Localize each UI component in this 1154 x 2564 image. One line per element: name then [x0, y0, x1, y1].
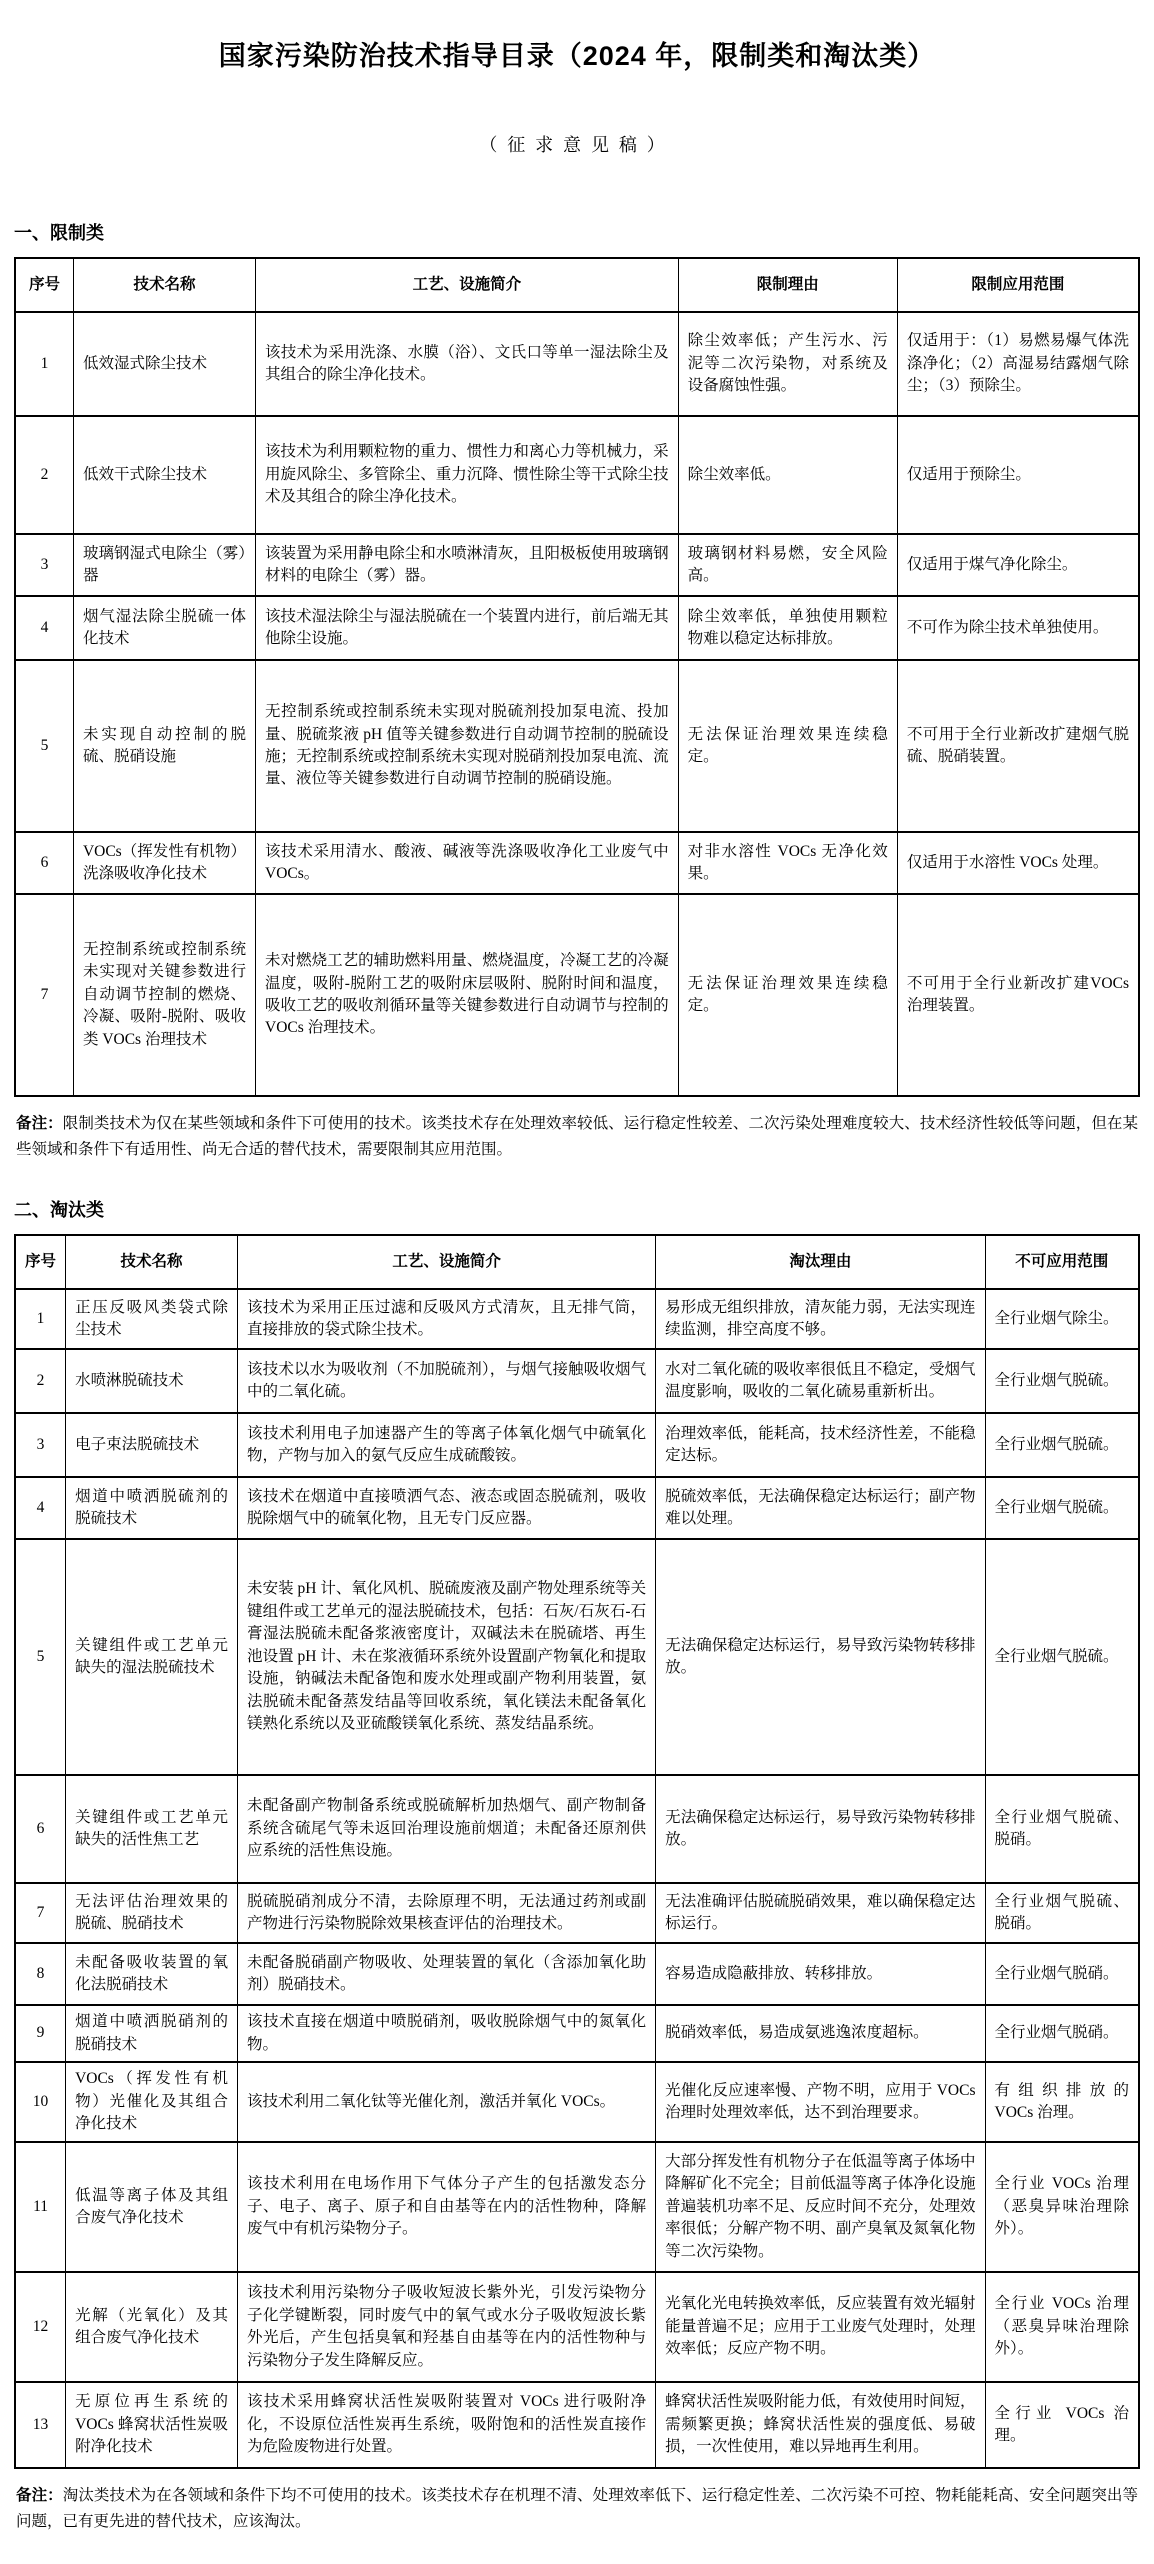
- cell-description: 未对燃烧工艺的辅助燃料用量、燃烧温度，冷凝工艺的冷凝温度，吸附-脱附工艺的吸附床层吸附、脱附时间和温度，吸收工艺的吸收剂循环量等关键参数进行自动调节与控制的 VOCs 治理技术。: [256, 894, 679, 1096]
- cell-description: 该技术在烟道中直接喷洒气态、液态或固态脱硫剂，吸收脱除烟气中的硫氧化物，且无专门反应器。: [238, 1477, 656, 1539]
- table-row: [15, 894, 1139, 1096]
- table-row: [15, 1477, 1139, 1539]
- doc-subtitle: （征求意见稿）: [479, 135, 675, 155]
- cell-description: 该技术采用蜂窝状活性炭吸附装置对 VOCs 进行吸附净化，不设原位活性炭再生系统，吸附饱和的活性炭直接作为危险废物进行处置。: [238, 2382, 656, 2468]
- header-row: [15, 1235, 1139, 1289]
- cell-description: 该技术为采用正压过滤和反吸风方式清灰，且无排气筒，直接排放的袋式除尘技术。: [238, 1289, 656, 1349]
- column-header: 序号: [15, 1235, 66, 1289]
- cell-reason: 容易造成隐蔽排放、转移排放。: [656, 1943, 985, 2005]
- note-text: 淘汰类技术为在各领域和条件下均不可使用的技术。该类技术存在机理不清、处理效率低下、运行稳定性差、二次污染不可控、物耗能耗高、安全问题突出等问题，已有更先进的替代技术，应该淘汰。: [16, 2487, 1138, 2530]
- table-row: [15, 1943, 1139, 2005]
- cell-tech-name: 未实现自动控制的脱硫、脱硝设施: [73, 660, 255, 832]
- table-row: [15, 2382, 1139, 2468]
- cell-tech-name: 关键组件或工艺单元缺失的湿法脱硫技术: [66, 1539, 238, 1775]
- cell-reason: 易形成无组织排放，清灰能力弱，无法实现连续监测，排空高度不够。: [656, 1289, 985, 1349]
- cell-reason: 除尘效率低；产生污水、污泥等二次污染物，对系统及设备腐蚀性强。: [678, 312, 897, 416]
- cell-index: 2: [15, 1349, 66, 1413]
- column-header: 淘汰理由: [656, 1235, 985, 1289]
- cell-reason: 无法保证治理效果连续稳定。: [678, 894, 897, 1096]
- cell-scope: 仅适用于水溶性 VOCs 处理。: [897, 832, 1139, 894]
- cell-reason: 光氧化光电转换效率低，反应装置有效光辐射能量普遍不足；应用于工业废气处理时，处理效率低；反应产物不明。: [656, 2272, 985, 2382]
- table-row: [15, 1413, 1139, 1477]
- obsolete-table: [14, 1234, 1140, 2469]
- column-header: 序号: [15, 258, 73, 312]
- column-header: 工艺、设施简介: [256, 258, 679, 312]
- cell-tech-name: VOCs（挥发性有机物）光催化及其组合净化技术: [66, 2062, 238, 2142]
- table-row: [15, 1289, 1139, 1349]
- table-row: [15, 416, 1139, 534]
- cell-tech-name: 无控制系统或控制系统未实现对关键参数进行自动调节控制的燃烧、冷凝、吸附-脱附、吸收类 VOCs 治理技术: [73, 894, 255, 1096]
- table-row: [15, 534, 1139, 596]
- column-header: 技术名称: [73, 258, 255, 312]
- cell-index: 9: [15, 2005, 66, 2062]
- cell-scope: 全行业 VOCs 治理（恶臭异味治理除外）。: [985, 2142, 1139, 2272]
- cell-index: 1: [15, 312, 73, 416]
- cell-tech-name: 正压反吸风类袋式除尘技术: [66, 1289, 238, 1349]
- table-row: [15, 312, 1139, 416]
- doc-title: 国家污染防治技术指导目录（2024 年，限制类和淘汰类）: [218, 41, 936, 71]
- cell-description: 未配备脱硝副产物吸收、处理装置的氧化（含添加氧化助剂）脱硝技术。: [238, 1943, 656, 2005]
- cell-description: 脱硫脱硝剂成分不清，去除原理不明，无法通过药剂或副产物进行污染物脱除效果核查评估的治理技术。: [238, 1883, 656, 1943]
- cell-scope: 不可用于全行业新改扩建烟气脱硫、脱硝装置。: [897, 660, 1139, 832]
- cell-index: 5: [15, 660, 73, 832]
- cell-index: 11: [15, 2142, 66, 2272]
- cell-scope: 全行业烟气脱硫。: [985, 1539, 1139, 1775]
- cell-tech-name: 水喷淋脱硫技术: [66, 1349, 238, 1413]
- cell-scope: 全行业 VOCs 治理（恶臭异味治理除外）。: [985, 2272, 1139, 2382]
- cell-tech-name: 光解（光氧化）及其组合废气净化技术: [66, 2272, 238, 2382]
- cell-reason: 水对二氧化硫的吸收率很低且不稳定，受烟气温度影响，吸收的二氧化硫易重新析出。: [656, 1349, 985, 1413]
- cell-scope: 全行业烟气脱硫。: [985, 1477, 1139, 1539]
- cell-scope: 全行业烟气脱硝。: [985, 1943, 1139, 2005]
- cell-reason: 蜂窝状活性炭吸附能力低，有效使用时间短，需频繁更换；蜂窝状活性炭的强度低、易破损，一次性使用，难以异地再生利用。: [656, 2382, 985, 2468]
- cell-index: 3: [15, 534, 73, 596]
- cell-reason: 玻璃钢材料易燃，安全风险高。: [678, 534, 897, 596]
- cell-tech-name: 低温等离子体及其组合废气净化技术: [66, 2142, 238, 2272]
- table-row: [15, 1539, 1139, 1775]
- cell-scope: 不可作为除尘技术单独使用。: [897, 596, 1139, 660]
- cell-description: 该技术以水为吸收剂（不加脱硫剂），与烟气接触吸收烟气中的二氧化硫。: [238, 1349, 656, 1413]
- cell-reason: 脱硝效率低，易造成氨逃逸浓度超标。: [656, 2005, 985, 2062]
- cell-scope: 全行业烟气脱硫。: [985, 1349, 1139, 1413]
- cell-description: 该技术为利用颗粒物的重力、惯性力和离心力等机械力，采用旋风除尘、多管除尘、重力沉降、惯性除尘等干式除尘技术及其组合的除尘净化技术。: [256, 416, 679, 534]
- table-row: [15, 832, 1139, 894]
- cell-scope: 全行业烟气除尘。: [985, 1289, 1139, 1349]
- cell-description: 该装置为采用静电除尘和水喷淋清灰，且阳极板使用玻璃钢材料的电除尘（雾）器。: [256, 534, 679, 596]
- cell-index: 8: [15, 1943, 66, 2005]
- note-label: 备注：: [16, 2487, 63, 2505]
- table-row: [15, 1883, 1139, 1943]
- cell-tech-name: 低效湿式除尘技术: [73, 312, 255, 416]
- cell-scope: 有组织排放的 VOCs 治理。: [985, 2062, 1139, 2142]
- section-heading-restricted: 一、限制类: [14, 223, 104, 243]
- cell-tech-name: 玻璃钢湿式电除尘（雾）器: [73, 534, 255, 596]
- cell-reason: 无法确保稳定达标运行，易导致污染物转移排放。: [656, 1775, 985, 1883]
- header-row: [15, 258, 1139, 312]
- cell-tech-name: 烟道中喷洒脱硝剂的脱硝技术: [66, 2005, 238, 2062]
- cell-description: 未安装 pH 计、氧化风机、脱硫废液及副产物处理系统等关键组件或工艺单元的湿法脱硫技术，包括：石灰/石灰石-石膏湿法脱硫未配备浆液密度计，双碱法未在脱硫塔、再生池设置 pH 计、未在浆液循环系统外设置副产物氧化和提取设施，钠碱法未配备饱和废水处理或副产物利用装置，氨法脱硫未配备蒸发结晶等回收系统，氧化镁法未配备氧化镁熟化系统以及亚硫酸镁氧化系统、蒸发结晶系统。: [238, 1539, 656, 1775]
- cell-scope: 全行业烟气脱硫。: [985, 1413, 1139, 1477]
- cell-description: 该技术利用在电场作用下气体分子产生的包括激发态分子、电子、离子、原子和自由基等在内的活性物种，降解废气中有机污染物分子。: [238, 2142, 656, 2272]
- cell-scope: 不可用于全行业新改扩建VOCs 治理装置。: [897, 894, 1139, 1096]
- cell-index: 6: [15, 832, 73, 894]
- cell-tech-name: 烟道中喷洒脱硫剂的脱硫技术: [66, 1477, 238, 1539]
- cell-scope: 全行业烟气脱硫、脱硝。: [985, 1775, 1139, 1883]
- section-restricted: [14, 219, 1140, 1162]
- cell-description: 未配备副产物制备系统或脱硫解析加热烟气、副产物制备系统含硫尾气等未返回治理设施前烟道；未配备还原剂供应系统的活性焦设施。: [238, 1775, 656, 1883]
- cell-index: 7: [15, 894, 73, 1096]
- cell-description: 无控制系统或控制系统未实现对脱硫剂投加泵电流、投加量、脱硫浆液 pH 值等关键参数进行自动调节控制的脱硫设施；无控制系统或控制系统未实现对脱硝剂投加泵电流、流量、液位等关键参数进行自动调节控制的脱硝设施。: [256, 660, 679, 832]
- cell-tech-name: 无原位再生系统的 VOCs 蜂窝状活性炭吸附净化技术: [66, 2382, 238, 2468]
- cell-index: 4: [15, 596, 73, 660]
- cell-description: 该技术利用污染物分子吸收短波长紫外光，引发污染物分子化学键断裂，同时废气中的氧气或水分子吸收短波长紫外光后，产生包括臭氧和羟基自由基等在内的活性物种与污染物分子发生降解反应。: [238, 2272, 656, 2382]
- cell-tech-name: 无法评估治理效果的脱硫、脱硝技术: [66, 1883, 238, 1943]
- cell-index: 10: [15, 2062, 66, 2142]
- column-header: 技术名称: [66, 1235, 238, 1289]
- cell-reason: 无法确保稳定达标运行，易导致污染物转移排放。: [656, 1539, 985, 1775]
- cell-scope: 全行业 VOCs 治理。: [985, 2382, 1139, 2468]
- cell-index: 13: [15, 2382, 66, 2468]
- cell-description: 该技术湿法除尘与湿法脱硫在一个装置内进行，前后端无其他除尘设施。: [256, 596, 679, 660]
- cell-reason: 除尘效率低，单独使用颗粒物难以稳定达标排放。: [678, 596, 897, 660]
- table-row: [15, 2142, 1139, 2272]
- table-row: [15, 660, 1139, 832]
- cell-reason: 除尘效率低。: [678, 416, 897, 534]
- column-header: 限制理由: [678, 258, 897, 312]
- table-row: [15, 2272, 1139, 2382]
- cell-index: 12: [15, 2272, 66, 2382]
- column-header: 不可应用范围: [985, 1235, 1139, 1289]
- table-row: [15, 1349, 1139, 1413]
- cell-description: 该技术利用二氧化钛等光催化剂，激活并氧化 VOCs。: [238, 2062, 656, 2142]
- table-row: [15, 2062, 1139, 2142]
- column-header: 工艺、设施简介: [238, 1235, 656, 1289]
- restricted-table: [14, 257, 1140, 1097]
- cell-reason: 脱硫效率低，无法确保稳定达标运行；副产物难以处理。: [656, 1477, 985, 1539]
- note-label: 备注：: [16, 1115, 63, 1132]
- cell-reason: 无法准确评估脱硫脱硝效果，难以确保稳定达标运行。: [656, 1883, 985, 1943]
- cell-scope: 仅适用于煤气净化除尘。: [897, 534, 1139, 596]
- table-row: [15, 2005, 1139, 2062]
- section-obsolete: [14, 1196, 1140, 2534]
- cell-tech-name: 电子束法脱硫技术: [66, 1413, 238, 1477]
- column-header: 限制应用范围: [897, 258, 1139, 312]
- cell-description: 该技术利用电子加速器产生的等离子体氧化烟气中硫氧化物，产物与加入的氨气反应生成硫酸铵。: [238, 1413, 656, 1477]
- cell-tech-name: VOCs（挥发性有机物）洗涤吸收净化技术: [73, 832, 255, 894]
- cell-description: 该技术直接在烟道中喷脱硝剂，吸收脱除烟气中的氮氧化物。: [238, 2005, 656, 2062]
- restricted-note: [16, 1111, 1138, 1162]
- cell-description: 该技术采用清水、酸液、碱液等洗涤吸收净化工业废气中 VOCs。: [256, 832, 679, 894]
- cell-tech-name: 低效干式除尘技术: [73, 416, 255, 534]
- cell-scope: 仅适用于：（1）易燃易爆气体洗涤净化；（2）高湿易结露烟气除尘；（3）预除尘。: [897, 312, 1139, 416]
- cell-reason: 光催化反应速率慢、产物不明，应用于 VOCs 治理时处理效率低，达不到治理要求。: [656, 2062, 985, 2142]
- obsolete-note: [16, 2483, 1138, 2534]
- cell-reason: 对非水溶性 VOCs 无净化效果。: [678, 832, 897, 894]
- cell-reason: 无法保证治理效果连续稳定。: [678, 660, 897, 832]
- cell-index: 6: [15, 1775, 66, 1883]
- cell-index: 1: [15, 1289, 66, 1349]
- cell-index: 3: [15, 1413, 66, 1477]
- cell-scope: 全行业烟气脱硫、脱硝。: [985, 1883, 1139, 1943]
- cell-reason: 治理效率低，能耗高，技术经济性差，不能稳定达标。: [656, 1413, 985, 1477]
- cell-description: 该技术为采用洗涤、水膜（浴）、文氏口等单一湿法除尘及其组合的除尘净化技术。: [256, 312, 679, 416]
- cell-index: 4: [15, 1477, 66, 1539]
- note-text: 限制类技术为仅在某些领域和条件下可使用的技术。该类技术存在处理效率较低、运行稳定性较差、二次污染处理难度较大、技术经济性较低等问题，但在某些领域和条件下有适用性、尚无合适的替代技术，需要限制其应用范围。: [16, 1115, 1138, 1158]
- cell-index: 5: [15, 1539, 66, 1775]
- cell-scope: 全行业烟气脱硝。: [985, 2005, 1139, 2062]
- cell-tech-name: 未配备吸收装置的氧化法脱硝技术: [66, 1943, 238, 2005]
- cell-tech-name: 关键组件或工艺单元缺失的活性焦工艺: [66, 1775, 238, 1883]
- cell-index: 7: [15, 1883, 66, 1943]
- cell-reason: 大部分挥发性有机物分子在低温等离子体场中降解矿化不完全；目前低温等离子体净化设施普遍装机功率不足、反应时间不充分，处理效率很低；分解产物不明、副产臭氧及氮氧化物等二次污染物。: [656, 2142, 985, 2272]
- table-row: [15, 596, 1139, 660]
- cell-scope: 仅适用于预除尘。: [897, 416, 1139, 534]
- section-heading-obsolete: 二、淘汰类: [14, 1200, 104, 1221]
- table-row: [15, 1775, 1139, 1883]
- cell-index: 2: [15, 416, 73, 534]
- cell-tech-name: 烟气湿法除尘脱硫一体化技术: [73, 596, 255, 660]
